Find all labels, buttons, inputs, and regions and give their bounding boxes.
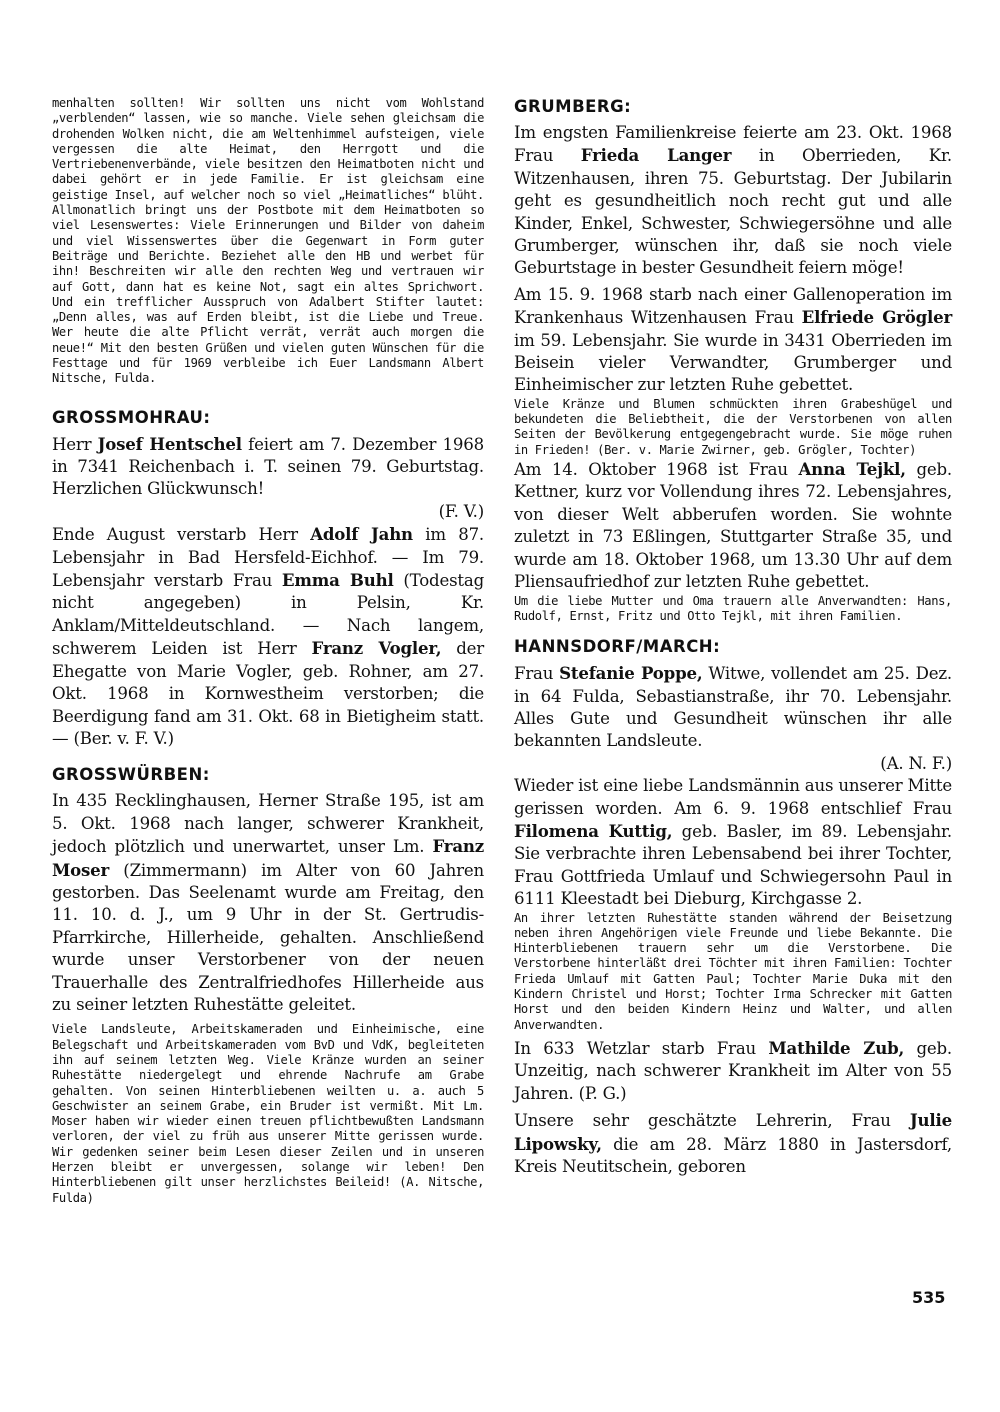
section-heading: GRUMBERG:: [514, 97, 632, 116]
section-heading: HANNSDORF/MARCH:: [514, 637, 721, 657]
person-name: Josef Hentschel: [97, 433, 242, 454]
section-heading: GROSSWÜRBEN:: [52, 765, 210, 785]
person-name: Julie Lipowsky,: [514, 1110, 952, 1154]
person-name: Franz Vogler,: [311, 638, 442, 659]
person-name: Anna Tejkl,: [798, 459, 906, 480]
article-paragraph: Unsere sehr geschätzte Lehrerin, Frau Julie Lipowsky, die am 28. März 1880 in Jastersdorf, Kreis Neutitschein, geboren: [514, 1110, 952, 1176]
person-name: Stefanie Poppe,: [559, 663, 703, 684]
article-paragraph: In 633 Wetzlar starb Frau Mathilde Zub, geb. Unzeitig, nach schwerer Krankheit im Alter von 55 Jahren. (P. G.): [514, 1037, 952, 1103]
person-name: Emma Buhl: [281, 570, 394, 591]
article-paragraph: Am 14. Oktober 1968 ist Frau Anna Tejkl, geb. Kettner, kurz vor Vollendung ihres 72. Lebensjahres, von dieser Welt abberufen worden. Sie wohnte zuletzt in 73 Eßlingen, Stuttgarter Straße 35, und wurde am 18. Oktober 1968, um 13.30 Uhr auf dem Pliensaufriedhof zur letzten Ruhe gebettet.: [514, 459, 952, 592]
article-paragraph: Frau Stefanie Poppe, Witwe, vollendet am 25. Dez. in 64 Fulda, Sebastianstraße, ihr 70. Lebensjahr. Alles Gute und Gesundheit wünschen ihr alle bekannten Landsleute.: [514, 663, 952, 751]
left-column: [52, 96, 484, 1206]
article-small-paragraph: Viele Landsleute, Arbeitskameraden und Einheimische, eine Belegschaft und Arbeitskameraden vom BvD und VdK, begleiteten ihn auf seinem letzten Weg. Viele Kränze wurden an seiner Ruhestätte niedergelegt und ehrende Nachrufe am Grabe gehalten. Von seinen Hinterbliebenen weilten u. a. auch 5 Geschwister an seinem Grabe, ein Bruder ist vermißt. Mit Lm. Moser haben wir wieder einen treuen pflichtbewußten Landsmann verloren, der viel zu früh aus unserer Mitte gerissen wurde. Wir gedenken seiner beim Lesen dieser Zeilen und in unseren Herzen bleibt er unvergessen, solange wir leben! Den Hinterbliebenen gilt unser herzlichstes Beileid! (A. Nitsche, Fulda): [52, 1022, 484, 1205]
article-paragraph: Herr Josef Hentschel feiert am 7. Dezember 1968 in 7341 Reichenbach i. T. seinen 79. Geburtstag. Herzlichen Glückwunsch!: [52, 433, 484, 499]
right-column: [514, 96, 952, 1178]
person-name: Filomena Kuttig,: [514, 820, 673, 841]
article-paragraph: Ende August verstarb Herr Adolf Jahn im 87. Lebensjahr in Bad Hersfeld-Eichhof. — Im 79. Lebensjahr verstarb Frau Emma Buhl (Todestag nicht angegeben) in Pelsin, Kr. Anklam/Mitteldeutschland. — Nach langem, schwerem Leiden ist Herr Franz Vogler, der Ehegatte von Marie Vogler, geb. Rohner, am 27. Okt. 1968 in Kornwestheim verstorben; die Beerdigung fand am 31. Okt. 68 in Bietigheim statt. — (Ber. v. F. V.): [52, 524, 485, 748]
section-hannsdorf: [514, 636, 952, 1178]
person-name: Frieda Langer: [580, 145, 732, 166]
article-small-paragraph: Um die liebe Mutter und Oma trauern alle Anverwandten: Hans, Rudolf, Ernst, Fritz und Otto Tejkl, mit ihren Familien.: [514, 593, 952, 623]
intro-text: menhalten sollten! Wir sollten uns nicht vom Wohlstand „verblenden“ lassen, wie so manche. Viele sehen gleichsam die drohenden Wolken nicht, die am Weltenhimmel aufsteigen, viele vergessen die alte Heimat, den Herrgott und die Vertriebenenverbände, viele besitzen den Heimatboten nicht und dabei gehört er in jede Familie. Er ist gleichsam eine geistige Insel, auf welcher noch so viel „Heimatliches“ blüht. Allmonatlich bringt uns der Postbote mit dem Heimatboten so viel Lesenswertes: Viele Erinnerungen und Bilder von daheim und viel Wissenswertes über die Gegenwart in Form guter Beiträge und Berichte. Beziehet alle den HB und werbet für ihn! Beschreiten wir alle den rechten Weg und vertrauen wir auf Gott, dann hat es keine Not, sagt ein altes Sprichwort. Und ein trefflicher Ausspruch von Adalbert Stifter lautet: „Denn alles, was auf Erden bleibt, ist die Liebe und Treue. Wer heute die alte Pflicht verrät, verrät auch morgen die neue!“ Mit den besten Grüßen und vielen guten Wünschen für die Festtage und für 1969 verbleibe ich Euer Landsmann Albert Nitsche, Fulda.: [52, 96, 484, 386]
section-grumberg: [514, 96, 952, 624]
article-small-paragraph: An ihrer letzten Ruhestätte standen während der Beisetzung neben ihren Angehörigen viele Freunde und liebe Bekannte. Die Hinterbliebenen trauern sehr um die Verstorbene. Die Verstorbene hinterläßt drei Töchter mit ihren Familien: Tochter Frieda Umlauf mit Gatten Paul; Tochter Marie Duka mit den Kindern Christel und Horst; Tochter Irma Schrecker mit Gatten Horst und den beiden Kindern Heinz und Walter, und allen Anverwandten.: [514, 910, 952, 1032]
signature: (F. V.): [438, 501, 484, 521]
section-grosswuerben: [52, 764, 484, 1206]
article-paragraph: Im engsten Familienkreise feierte am 23. Okt. 1968 Frau Frieda Langer in Oberrieden, Kr. Witzenhausen, ihren 75. Geburtstag. Der Jubilarin geht es gesundheitlich noch recht gut und alle Kinder, Enkel, Schwester, Schwiegersöhne und alle Grumberger, wünschen ihr, daß sie noch viele Geburtstage in bester Gesundheit feiern möge!: [514, 123, 952, 278]
section-heading: GROSSMOHRAU:: [52, 407, 211, 427]
article-small-paragraph: Viele Kränze und Blumen schmückten ihren Grabeshügel und bekundeten die Beliebtheit, die der Verstorbenen von allen Seiten der Bevölkerung entgegengebracht wurde. Sie möge ruhen in Frieden! (Ber. v. Marie Zwirner, geb. Grögler, Tochter): [514, 396, 952, 457]
article-paragraph: In 435 Recklinghausen, Herner Straße 195, ist am 5. Okt. 1968 nach langer, schwerer Krankheit, jedoch plötzlich und unerwartet, unser Lm. Franz Moser (Zimmermann) im Alter von 60 Jahren gestorben. Das Seelenamt wurde am Freitag, den 11. 10. d. J., um 9 Uhr in der St. Gertrudis-Pfarrkirche, Hillerheide, gehalten. Anschließend wurde unser Verstorbener von der neuen Trauerhalle des Zentralfriedhofes Hillerheide aus zu seiner letzten Ruhestätte geleitet.: [52, 791, 484, 1014]
page-number: 535: [912, 1288, 946, 1307]
person-name: Elfriede Grögler: [801, 307, 952, 328]
person-name: Mathilde Zub,: [768, 1037, 905, 1058]
person-name: Franz Moser: [52, 836, 484, 880]
person-name: Adolf Jahn: [310, 524, 413, 545]
signature: (A. N. F.): [880, 753, 952, 773]
section-grossmohrau: [52, 407, 484, 751]
article-paragraph: Wieder ist eine liebe Landsmännin aus unserer Mitte gerissen worden. Am 6. 9. 1968 entschlief Frau Filomena Kuttig, geb. Basler, im 89. Lebensjahr. Sie verbrachte ihren Lebensabend bei ihrer Tochter, Frau Gottfrieda Umlauf und Schwiegersohn Paul in 6111 Kleestadt bei Dieburg, Kirchgasse 2.: [514, 776, 952, 909]
article-paragraph: Am 15. 9. 1968 starb nach einer Gallenoperation im Krankenhaus Witzenhausen Frau Elfriede Grögler im 59. Lebensjahr. Sie wurde in 3431 Oberrieden im Beisein vieler Verwandter, Grumberger und Einheimischer zur letzten Ruhe gebettet.: [514, 284, 952, 395]
